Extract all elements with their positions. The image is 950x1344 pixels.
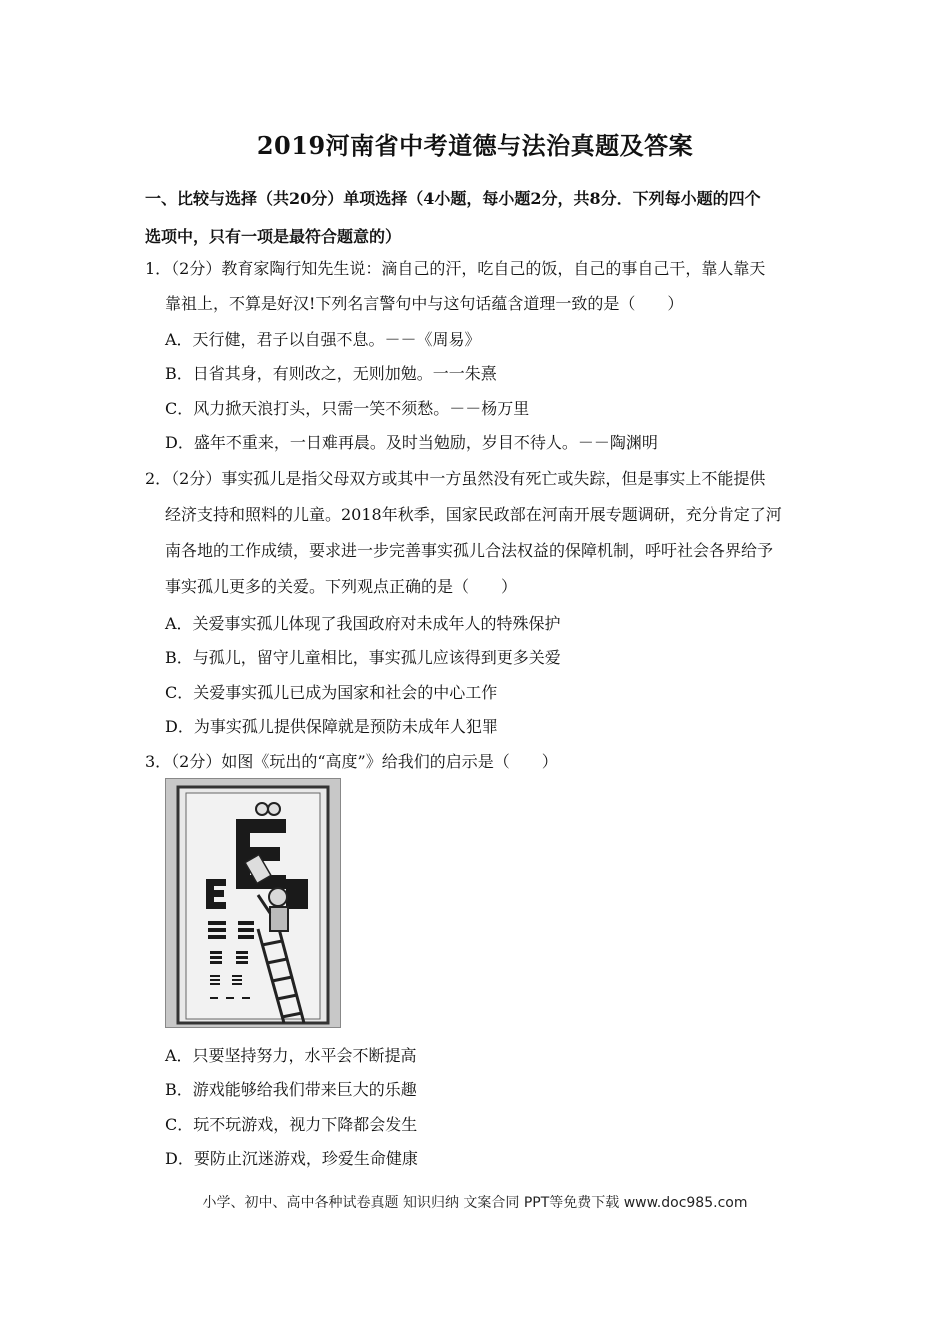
page-title: 2019河南省中考道德与法治真题及答案 bbox=[256, 131, 694, 160]
question-2-option-d: D．为事实孤儿提供保障就是预防未成年人犯罪 bbox=[165, 717, 498, 736]
page-footer: 小学、初中、高中各种试卷真题 知识归纳 文案合同 PPT等免费下载 www.doc985.com bbox=[202, 1195, 748, 1211]
question-3-option-a: A．只要坚持努力，水平会不断提高 bbox=[165, 1046, 417, 1065]
question-3-option-d: D．要防止沉迷游戏，珍爱生命健康 bbox=[165, 1149, 418, 1168]
section-heading-line-2: 选项中，只有一项是最符合题意的） bbox=[145, 227, 402, 246]
question-2-option-a: A．关爱事实孤儿体现了我国政府对未成年人的特殊保护 bbox=[165, 614, 561, 633]
question-1-option-a: A．天行健，君子以自强不息。－－《周易》 bbox=[165, 330, 481, 349]
question-1-stem-line-1: 1．（2分）教育家陶行知先生说：滴自己的汗，吃自己的饭，自己的事自己干，靠人靠天 bbox=[145, 259, 766, 278]
question-2-stem-line-1: 2．（2分）事实孤儿是指父母双方或其中一方虽然没有死亡或失踪，但是事实上不能提供 bbox=[145, 469, 766, 488]
question-3-option-b: B．游戏能够给我们带来巨大的乐趣 bbox=[165, 1080, 417, 1099]
section-heading-line-1: 一、比较与选择（共20分）单项选择（4小题，每小题2分，共8分．下列每小题的四个 bbox=[145, 189, 761, 208]
question-1-option-d: D．盛年不重来，一日难再晨。及时当勉励，岁目不待人。－－陶渊明 bbox=[165, 433, 658, 452]
question-1-option-b: B．日省其身，有则改之，无则加勉。一一朱熹 bbox=[165, 364, 497, 383]
question-3-stem-line-1: 3．（2分）如图《玩出的“高度”》给我们的启示是（ ） bbox=[145, 752, 558, 771]
section-heading bbox=[145, 180, 825, 256]
question-2-option-c: C．关爱事实孤儿已成为国家和社会的中心工作 bbox=[165, 683, 498, 702]
question-1-option-c: C．风力掀天浪打头，只需一笑不须愁。－－杨万里 bbox=[165, 399, 530, 418]
question-1-stem-line-2: 靠祖上，不算是好汉!下列名言警句中与这句话蕴含道理一致的是（ ） bbox=[165, 294, 684, 313]
eye-chart-cartoon-image bbox=[166, 779, 340, 1027]
question-2-stem-line-3: 南各地的工作成绩，要求进一步完善事实孤儿合法权益的保障机制，呼吁社会各界给予 bbox=[165, 541, 774, 560]
question-2-stem-line-2: 经济支持和照料的儿童。2018年秋季，国家民政部在河南开展专题调研，充分肯定了河 bbox=[165, 505, 782, 524]
question-2-stem-line-4: 事实孤儿更多的关爱。下列观点正确的是（ ） bbox=[165, 577, 518, 596]
cartoon-figure bbox=[165, 778, 341, 1028]
question-2-option-b: B．与孤儿，留守儿童相比，事实孤儿应该得到更多关爱 bbox=[165, 648, 561, 667]
question-3-option-c: C．玩不玩游戏，视力下降都会发生 bbox=[165, 1115, 418, 1134]
